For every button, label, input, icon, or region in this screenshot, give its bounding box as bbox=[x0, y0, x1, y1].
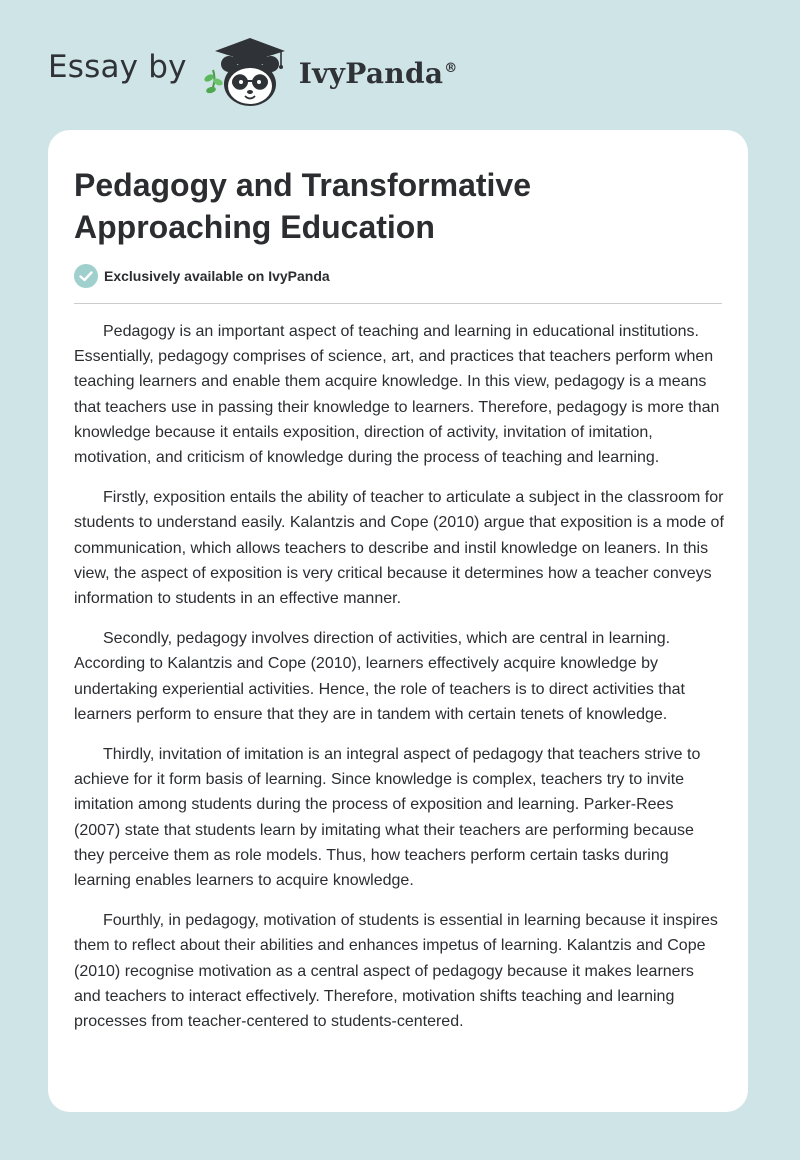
check-circle-icon bbox=[74, 264, 98, 288]
exclusive-badge bbox=[74, 264, 330, 288]
paragraph: Pedagogy is an important aspect of teaching and learning in educational institutions. Essentially, pedagogy comprises of science, art, and practices that teachers perform when teaching learners and enable them acquire knowledge. In this view, pedagogy is a means that teachers use in passing their knowledge to learners. Therefore, pedagogy is more than knowledge because it entails exposition, direction of activity, invitation of imitation, motivation, and criticism of knowledge during the process of teaching and learning. bbox=[74, 323, 720, 467]
essay-by-label: Essay by bbox=[48, 49, 187, 85]
page-title: Pedagogy and Transformative Approaching Education bbox=[74, 167, 532, 245]
divider bbox=[74, 303, 722, 304]
paragraph: Firstly, exposition entails the ability of teacher to articulate a subject in the classroom for students to understand easily. Kalantzis and Cope (2010) argue that exposition is a mode of communication, which allows teachers to describe and instil knowledge on leaners. In this view, the aspect of exposition is very critical because it determines how a teacher conveys information to students in an effective manner. bbox=[74, 489, 724, 608]
panda-logo-icon bbox=[201, 30, 295, 110]
paragraph: Secondly, pedagogy involves direction of activities, which are central in learning. According to Kalantzis and Cope (2010), learners effectively acquire knowledge by undertaking experiential activities. Hence, the role of teachers is to direct activities that learners perform to ensure that they are in tandem with certain tenets of knowledge. bbox=[74, 630, 685, 723]
brand-name-text: IvyPanda bbox=[298, 56, 444, 90]
paragraph: Thirdly, invitation of imitation is an integral aspect of pedagogy that teachers strive to achieve for it form basis of learning. Since knowledge is complex, teachers try to invite imitation among students during the process of exposition and learning. Parker-Rees (2007) state that students learn by imitating what their teachers are performing because they perceive them as role models. Thus, how teachers perform certain tasks during learning enables learners to acquire knowledge. bbox=[74, 746, 701, 890]
brand-name bbox=[299, 57, 458, 90]
paragraph: Fourthly, in pedagogy, motivation of students is essential in learning because it inspires them to reflect about their abilities and enhances impetus of learning. Kalantzis and Cope (2010) recognise motivation as a central aspect of pedagogy because it makes learners and teachers to interact effectively. Therefore, motivation shifts teaching and learning processes from teacher-centered to students-centered. bbox=[74, 912, 718, 1031]
essay-body bbox=[74, 319, 724, 1049]
registered-mark: ® bbox=[444, 61, 458, 77]
essay-card bbox=[48, 130, 748, 1112]
exclusive-label: Exclusively available on IvyPanda bbox=[104, 268, 330, 284]
brand-header bbox=[48, 30, 458, 110]
